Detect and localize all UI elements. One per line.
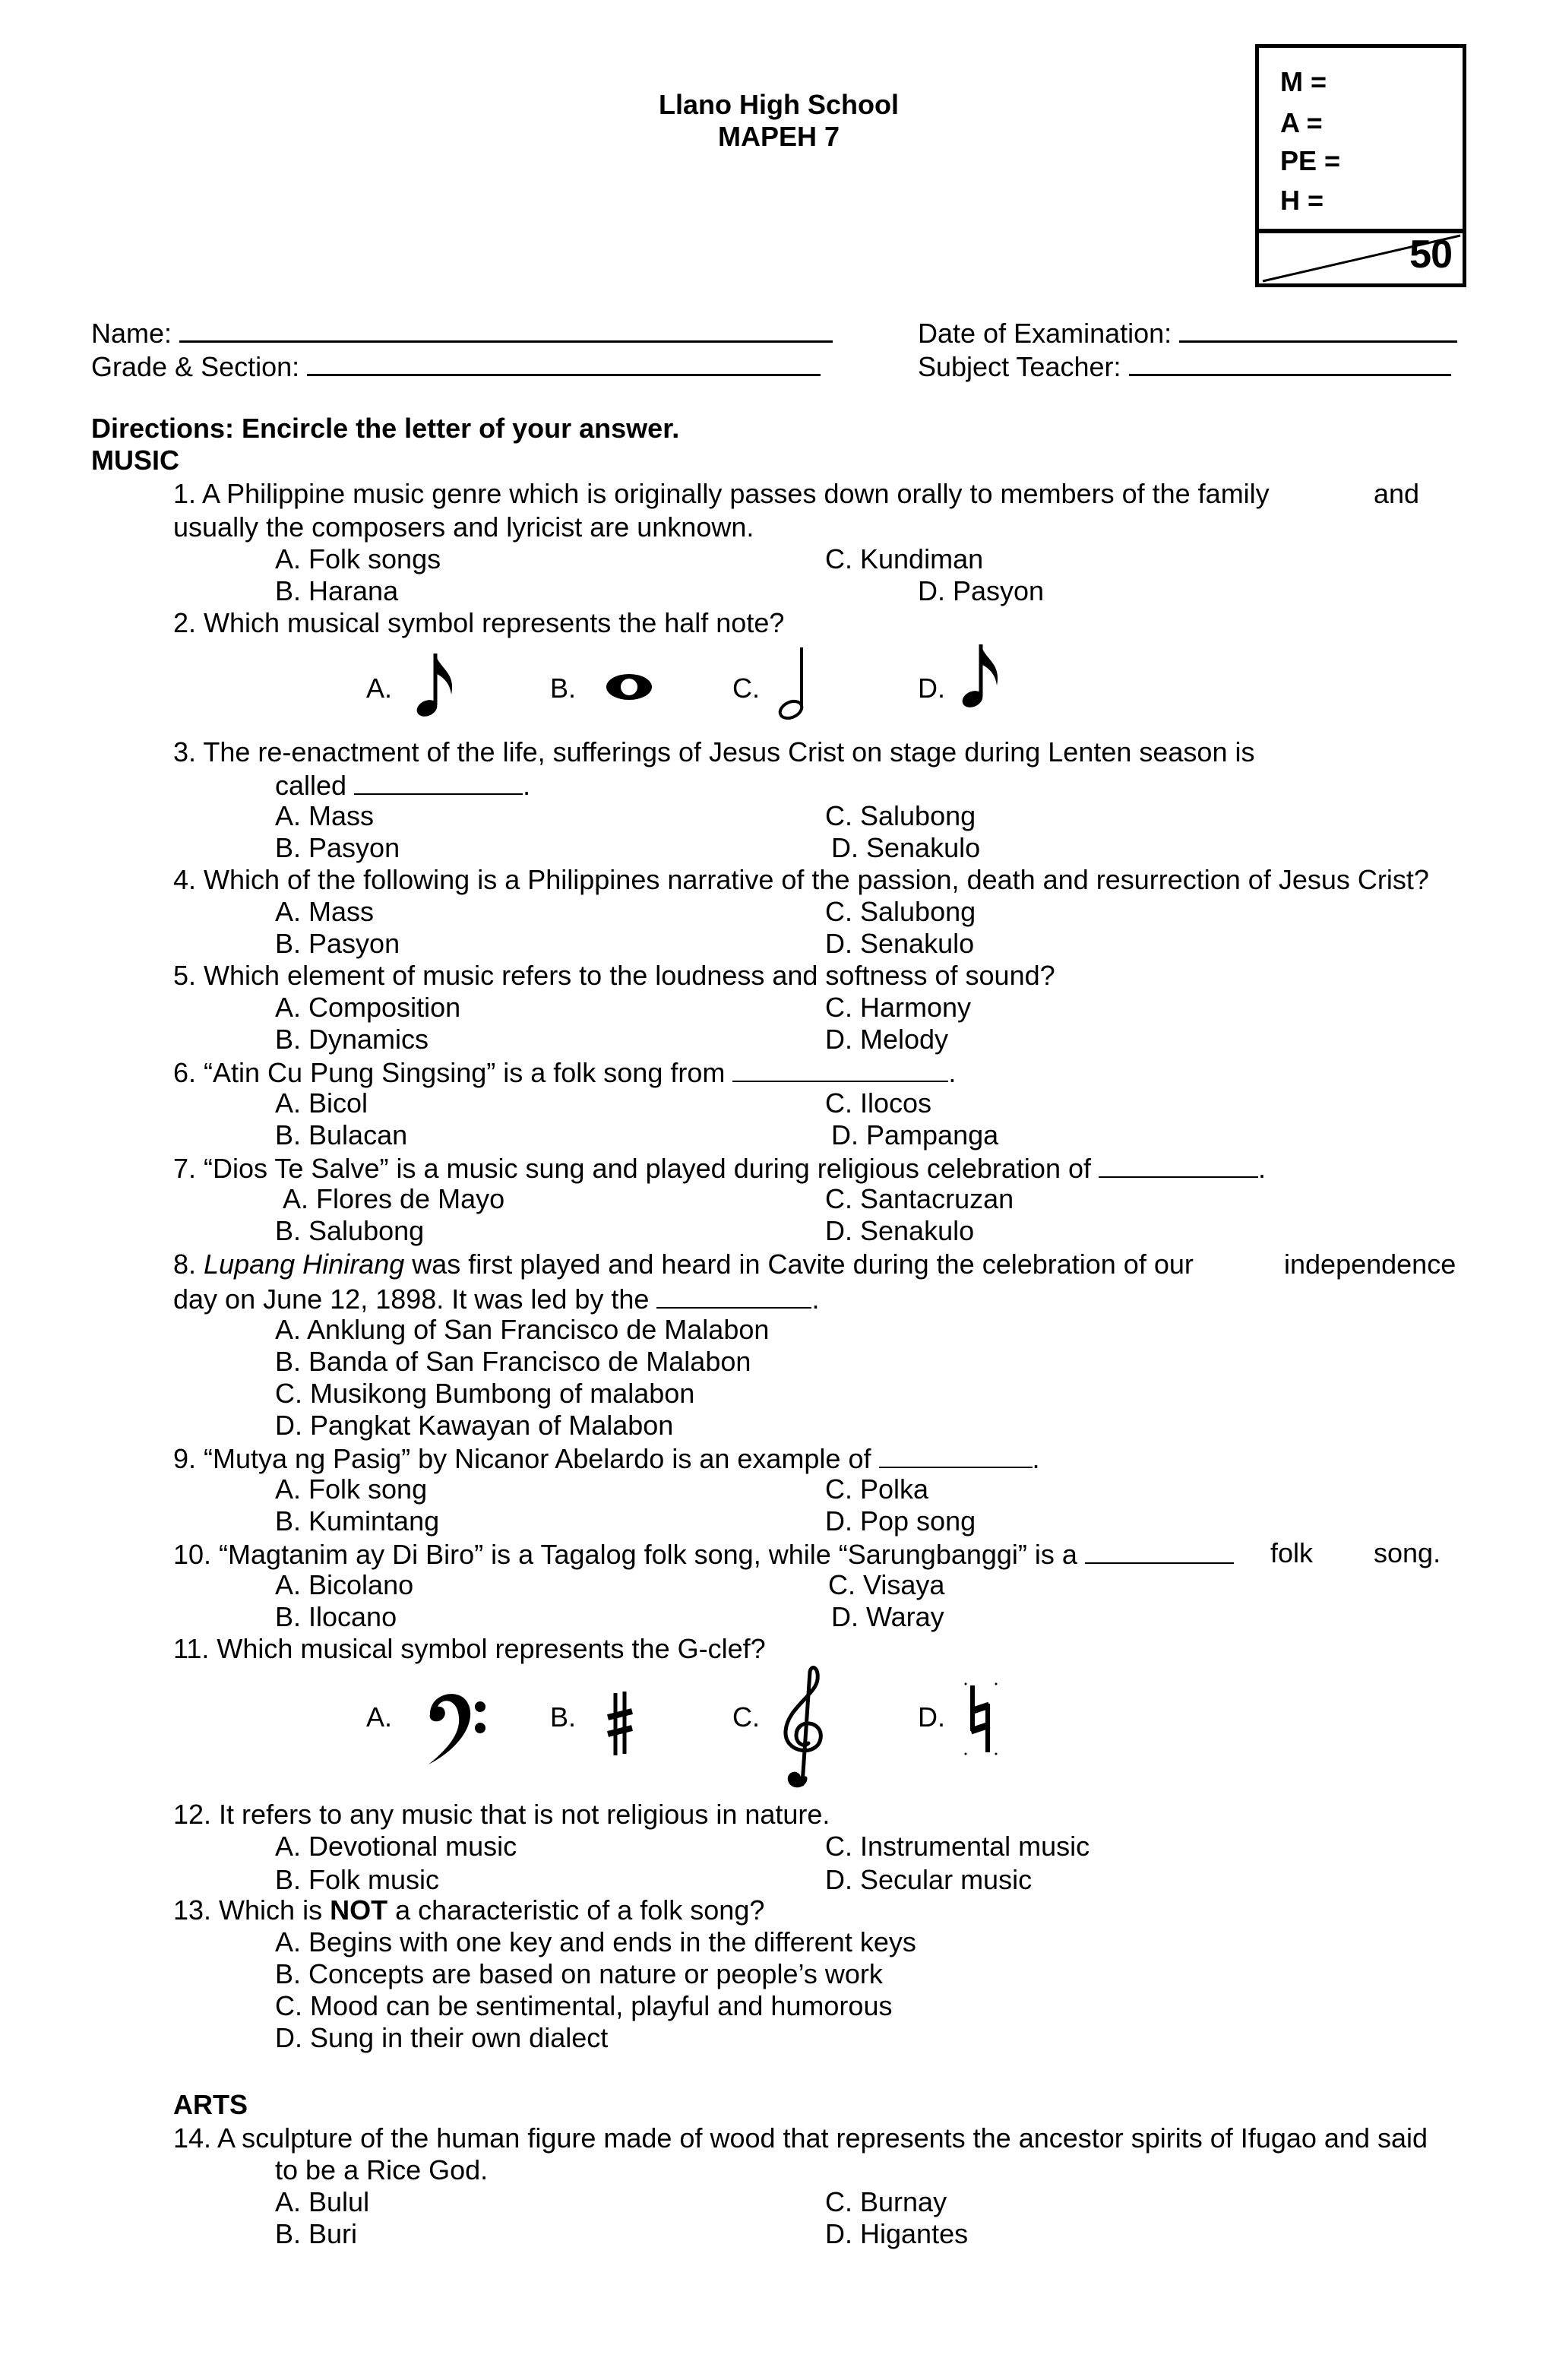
section-arts: ARTS: [173, 2089, 248, 2120]
q7-option-d[interactable]: D. Senakulo: [825, 1215, 975, 1246]
q6-option-c[interactable]: C. Ilocos: [825, 1087, 932, 1119]
date-field: [918, 318, 1457, 347]
q5-question: 5. Which element of music refers to the loudness and softness of sound?: [173, 960, 1055, 991]
q14-option-c[interactable]: C. Burnay: [825, 2186, 947, 2217]
q6-option-d[interactable]: D. Pampanga: [831, 1119, 999, 1150]
q3-option-a[interactable]: A. Mass: [275, 800, 375, 831]
q9-question: 9. “Mutya ng Pasig” by Nicanor Abelardo is an example of .: [173, 1443, 1040, 1474]
q12-question: 12. It refers to any music that is not religious in nature.: [173, 1799, 830, 1830]
q8-option-a[interactable]: A. Anklung of San Francisco de Malabon: [275, 1314, 770, 1345]
q12-option-a[interactable]: A. Devotional music: [275, 1831, 517, 1862]
q10-option-a[interactable]: A. Bicolano: [275, 1569, 414, 1600]
q6-option-a[interactable]: A. Bicol: [275, 1087, 368, 1119]
q8-line2-text: day on June 12, 1898. It was led by the: [173, 1283, 650, 1315]
sharp-icon: [605, 1690, 635, 1758]
q14-option-a[interactable]: A. Bulul: [275, 2186, 370, 2217]
q8-line1-rest: was first played and heard in Cavite during the celebration of our: [412, 1249, 1194, 1280]
q6-option-b[interactable]: B. Bulacan: [275, 1119, 408, 1150]
q2-option-c[interactable]: C.: [732, 673, 760, 704]
q11-option-c[interactable]: C.: [732, 1701, 760, 1733]
q8-line1: [173, 1251, 1194, 1278]
q5-option-c[interactable]: C. Harmony: [825, 992, 972, 1023]
score-music-label: M =: [1280, 66, 1327, 97]
q1-line2: usually the composers and lyricist are unknown.: [173, 511, 754, 543]
q10-option-b[interactable]: B. Ilocano: [275, 1601, 397, 1632]
q2-option-a[interactable]: A.: [366, 673, 393, 704]
subject-title: MAPEH 7: [717, 121, 840, 152]
q7-option-c[interactable]: C. Santacruzan: [825, 1183, 1014, 1214]
q5-option-b[interactable]: B. Dynamics: [275, 1024, 429, 1055]
name-label: Name:: [91, 318, 172, 349]
q10-question: [173, 1540, 1234, 1568]
q8-option-d[interactable]: D. Pangkat Kawayan of Malabon: [275, 1410, 674, 1441]
q8-option-c[interactable]: C. Musikong Bumbong of malabon: [275, 1378, 695, 1409]
q3-line2-text: called: [275, 770, 347, 801]
date-label: Date of Examination:: [918, 318, 1172, 349]
name-input-line[interactable]: [179, 318, 833, 343]
q3-line1: 3. The re-enactment of the life, sufferings of Jesus Crist on stage during Lenten season is: [173, 736, 1255, 767]
q1-option-b[interactable]: B. Harana: [275, 575, 399, 606]
q10-song: song.: [1374, 1537, 1441, 1568]
q8-line2: day on June 12, 1898. It was led by the .: [173, 1283, 820, 1315]
q12-option-d[interactable]: D. Secular music: [825, 1864, 1033, 1895]
q13-not: NOT: [330, 1894, 388, 1926]
date-input-line[interactable]: [1179, 318, 1457, 343]
score-box: [1255, 44, 1466, 287]
grade-input-line[interactable]: [307, 351, 821, 376]
q2-option-b[interactable]: B.: [550, 673, 577, 704]
q11-question: 11. Which musical symbol represents the G-clef?: [173, 1633, 766, 1664]
q9-option-a[interactable]: A. Folk song: [275, 1473, 428, 1505]
eighth-note-icon: [416, 652, 462, 720]
q1-option-c[interactable]: C. Kundiman: [825, 543, 984, 574]
q2-question: 2. Which musical symbol represents the half note?: [173, 607, 785, 638]
q1-line1-end: and: [1374, 478, 1420, 509]
q9-option-b[interactable]: B. Kumintang: [275, 1505, 440, 1537]
q10-option-c[interactable]: C. Visaya: [828, 1569, 945, 1600]
q6-question: 6. “Atin Cu Pung Singsing” is a folk song from .: [173, 1057, 957, 1088]
q10-text: 10. “Magtanim ay Di Biro” is a Tagalog folk song, while “Sarungbanggi” is a: [173, 1539, 1077, 1570]
q10-blank[interactable]: [1085, 1540, 1234, 1564]
q8-line1-end: independence: [1284, 1249, 1456, 1280]
q14-option-b[interactable]: B. Buri: [275, 2218, 358, 2249]
q9-option-d[interactable]: D. Pop song: [825, 1505, 976, 1537]
whole-note-icon: [605, 672, 653, 702]
q12-option-c[interactable]: C. Instrumental music: [825, 1831, 1090, 1862]
q3-line2: called .: [275, 770, 531, 801]
q3-blank[interactable]: [354, 771, 523, 795]
treble-clef-icon: [776, 1664, 830, 1793]
q13-post: a characteristic of a folk song?: [395, 1894, 765, 1926]
q7-option-b[interactable]: B. Salubong: [275, 1215, 425, 1246]
q6-text: 6. “Atin Cu Pung Singsing” is a folk song from: [173, 1057, 726, 1088]
q7-question: 7. “Dios Te Salve” is a music sung and played during religious celebration of .: [173, 1153, 1267, 1184]
grade-field: [91, 351, 821, 381]
q13-option-c[interactable]: C. Mood can be sentimental, playful and humorous: [275, 1990, 893, 2021]
q4-option-a[interactable]: A. Mass: [275, 896, 375, 927]
name-field: [91, 318, 833, 347]
q4-option-d[interactable]: D. Senakulo: [825, 928, 975, 959]
bass-clef-icon: [422, 1685, 491, 1769]
q6-blank[interactable]: [732, 1058, 948, 1082]
directions: Directions: Encircle the letter of your answer.: [91, 413, 680, 444]
q10-option-d[interactable]: D. Waray: [831, 1601, 944, 1632]
q9-option-c[interactable]: C. Polka: [825, 1473, 929, 1505]
score-pe-label: PE =: [1280, 145, 1341, 176]
q1-option-a[interactable]: A. Folk songs: [275, 543, 441, 574]
q3-option-d[interactable]: D. Senakulo: [831, 832, 981, 863]
q3-option-b[interactable]: B. Pasyon: [275, 832, 400, 863]
q8-option-b[interactable]: B. Banda of San Francisco de Malabon: [275, 1346, 751, 1377]
q8-blank[interactable]: [656, 1284, 811, 1309]
q9-blank[interactable]: [879, 1444, 1033, 1468]
q1-line1: 1. A Philippine music genre which is originally passes down orally to members of the family: [173, 478, 1270, 509]
q11-option-a[interactable]: A.: [366, 1701, 393, 1733]
q11-option-d[interactable]: D.: [918, 1701, 945, 1733]
q13-option-b[interactable]: B. Concepts are based on nature or people’s work: [275, 1958, 883, 1989]
q7-option-a[interactable]: A. Flores de Mayo: [283, 1183, 505, 1214]
teacher-field: [918, 351, 1451, 381]
q1-option-d[interactable]: D. Pasyon: [918, 575, 1045, 606]
q13-pre: 13. Which is: [173, 1894, 323, 1926]
q5-option-a[interactable]: A. Composition: [275, 992, 461, 1023]
q14-line1: 14. A sculpture of the human figure made of wood that represents the ancestor spirits of Ifugao and said: [173, 2122, 1428, 2154]
q11-option-b[interactable]: B.: [550, 1701, 577, 1733]
q13-question: [173, 1894, 765, 1926]
q8-number: 8.: [173, 1249, 197, 1280]
section-music: MUSIC: [91, 445, 179, 476]
q7-text: 7. “Dios Te Salve” is a music sung and played during religious celebration of: [173, 1153, 1091, 1184]
school-name: Llano High School: [659, 89, 899, 120]
q14-line2: to be a Rice God.: [275, 2154, 489, 2185]
q2-option-d[interactable]: D.: [918, 673, 945, 704]
teacher-input-line[interactable]: [1129, 351, 1451, 376]
score-health-label: H =: [1280, 185, 1324, 216]
q7-blank[interactable]: [1099, 1154, 1258, 1178]
half-note-icon: [778, 646, 816, 722]
score-arts-label: A =: [1280, 107, 1323, 138]
eighth-note-icon: [962, 643, 1007, 711]
q12-option-b[interactable]: B. Folk music: [275, 1864, 440, 1895]
q13-option-a[interactable]: A. Begins with one key and ends in the different keys: [275, 1926, 916, 1957]
q13-option-d[interactable]: D. Sung in their own dialect: [275, 2022, 609, 2053]
q4-option-b[interactable]: B. Pasyon: [275, 928, 400, 959]
q14-option-d[interactable]: D. Higantes: [825, 2218, 969, 2249]
score-total: 50: [1409, 233, 1452, 277]
natural-icon: [962, 1681, 1000, 1757]
q8-title: Lupang Hinirang: [204, 1249, 405, 1280]
teacher-label: Subject Teacher:: [918, 351, 1121, 382]
grade-label: Grade & Section:: [91, 351, 300, 382]
q3-option-c[interactable]: C. Salubong: [825, 800, 976, 831]
q5-option-d[interactable]: D. Melody: [825, 1024, 949, 1055]
q4-question: 4. Which of the following is a Philippines narrative of the passion, death and resurrection of Jesus Crist?: [173, 864, 1429, 895]
q4-option-c[interactable]: C. Salubong: [825, 896, 976, 927]
q9-text: 9. “Mutya ng Pasig” by Nicanor Abelardo is an example of: [173, 1443, 871, 1474]
q10-folk: folk: [1270, 1537, 1314, 1568]
